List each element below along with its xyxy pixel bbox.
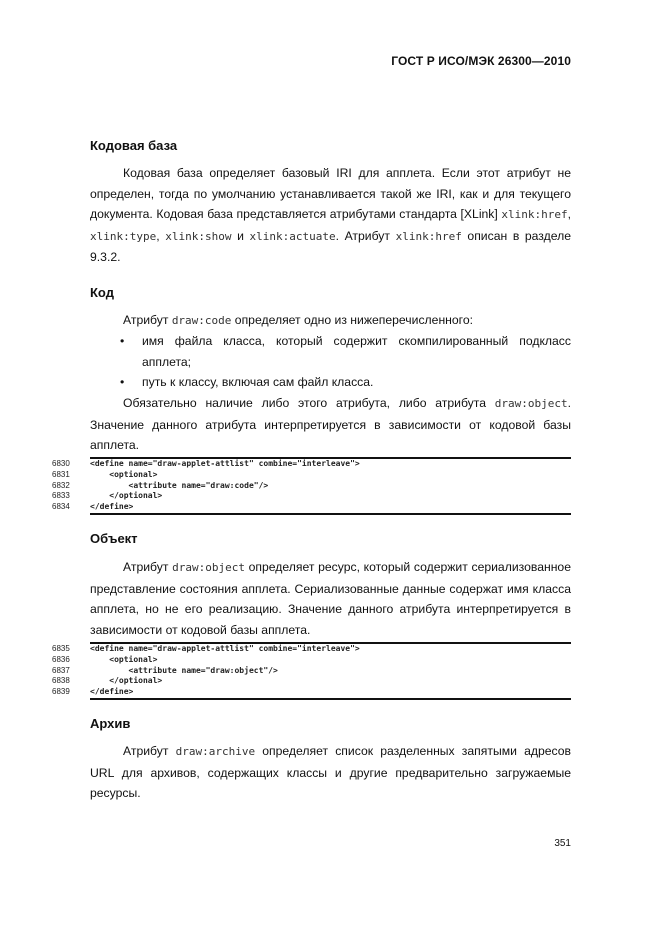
code-intro-attr: draw:code [171, 314, 232, 327]
line-number: 6830 [52, 459, 70, 468]
line-number: 6836 [52, 654, 70, 664]
bullet-icon: • [120, 375, 125, 389]
bullet-icon: • [120, 334, 125, 348]
codebase-attr-show: xlink:show [165, 229, 232, 243]
code-para-attr: draw:object [494, 397, 568, 410]
object-para-attr: draw:object [172, 561, 245, 574]
code-intro [90, 310, 571, 332]
code-text: <attribute name="draw:code"/> [90, 480, 269, 490]
section-heading-archive: Архив [90, 716, 131, 731]
section-heading-code: Код [90, 285, 114, 300]
codebase-paragraph [90, 163, 571, 268]
archive-para-text-b: определяет список разделенных запятыми адресов URL для архивов, содержащих классы и другие предварительно загружаемые ресурсы. [90, 744, 571, 800]
code-text: <attribute name="draw:object"/> [90, 665, 278, 675]
line-number: 6837 [52, 665, 70, 675]
line-number: 6831 [52, 469, 70, 479]
page-number: 351 [554, 838, 571, 849]
code-para-text-b: . Значение данного атрибута интерпретируется в зависимости от кодовой базы апплета. [90, 396, 571, 452]
line-number: 6832 [52, 480, 70, 490]
line-number: 6838 [52, 676, 70, 686]
code-line [52, 491, 571, 502]
code-text: <define name="draw-applet-attlist" combine="interleave"> [90, 459, 360, 468]
code-line [52, 654, 571, 666]
codebase-sep-1: , [567, 207, 571, 221]
archive-para-attr: draw:archive [175, 745, 256, 758]
code-line [52, 665, 571, 677]
codebase-sep-3: и [231, 228, 250, 243]
document-header: ГОСТ Р ИСО/МЭК 26300—2010 [391, 54, 571, 68]
codebase-text-1: Кодовая база определяет базовый IRI для апплета. Если этот атрибут не определен, тогда по умолчанию устанавливается такой же IRI, как и для текущего документа. Кодовая база представляется атрибутами стандарта [XLink] [90, 166, 571, 221]
code-line [52, 480, 571, 492]
code-text: </optional> [90, 676, 163, 686]
list-item-text: имя файла класса, который содержит скомпилированный подкласс апплета; [142, 334, 571, 369]
code-listing-object [52, 642, 571, 700]
archive-paragraph [90, 741, 571, 804]
code-paragraph [90, 393, 571, 456]
code-listing-code [52, 457, 571, 515]
code-line [52, 676, 571, 687]
line-number: 6834 [52, 502, 70, 512]
section-heading-object: Объект [90, 531, 138, 546]
object-para-text-b: определяет ресурс, который содержит сериализованное представление состояния апплета. Сериализованные данные содержат имя класса апплета, но не его реализацию. Значение данного атрибута интерпретируется в зависимости от кодовой базы апплета. [90, 560, 571, 637]
line-number: 6839 [52, 687, 70, 697]
codebase-attr-actuate: xlink:actuate [249, 229, 336, 243]
codebase-text-2: . Атрибут [335, 228, 396, 243]
object-paragraph [90, 557, 571, 640]
codebase-attr-type: xlink:type [90, 229, 157, 243]
codebase-text-3: описан в разделе 9.3.2. [90, 228, 572, 264]
code-line [52, 687, 571, 698]
code-line [52, 469, 571, 481]
code-text: <optional> [90, 469, 158, 479]
code-intro-text-a: Атрибут [123, 313, 172, 327]
codebase-attr-href: xlink:href [501, 208, 568, 221]
line-number: 6833 [52, 491, 70, 501]
code-line [52, 459, 571, 470]
list-item [90, 372, 571, 393]
object-para-text-a: Атрибут [123, 560, 173, 574]
line-number: 6835 [52, 644, 70, 653]
code-intro-text-b: определяет одно из нижеперечисленного: [231, 313, 474, 327]
code-line [52, 502, 571, 513]
code-text: </define> [90, 502, 134, 512]
list-item-text: путь к классу, включая сам файл класса. [142, 375, 374, 389]
code-text: </optional> [90, 491, 163, 501]
codebase-sep-2: , [156, 228, 166, 243]
codebase-attr-href-2: xlink:href [395, 229, 462, 243]
section-heading-codebase: Кодовая база [90, 138, 178, 153]
code-para-text-a: Обязательно наличие либо этого атрибута, либо атрибута [123, 396, 495, 410]
code-text: </define> [90, 687, 134, 697]
code-text: <optional> [90, 654, 158, 664]
archive-para-text-a: Атрибут [123, 744, 176, 758]
list-item [90, 331, 571, 372]
code-line [52, 644, 571, 655]
code-text: <define name="draw-applet-attlist" combine="interleave"> [90, 644, 360, 653]
